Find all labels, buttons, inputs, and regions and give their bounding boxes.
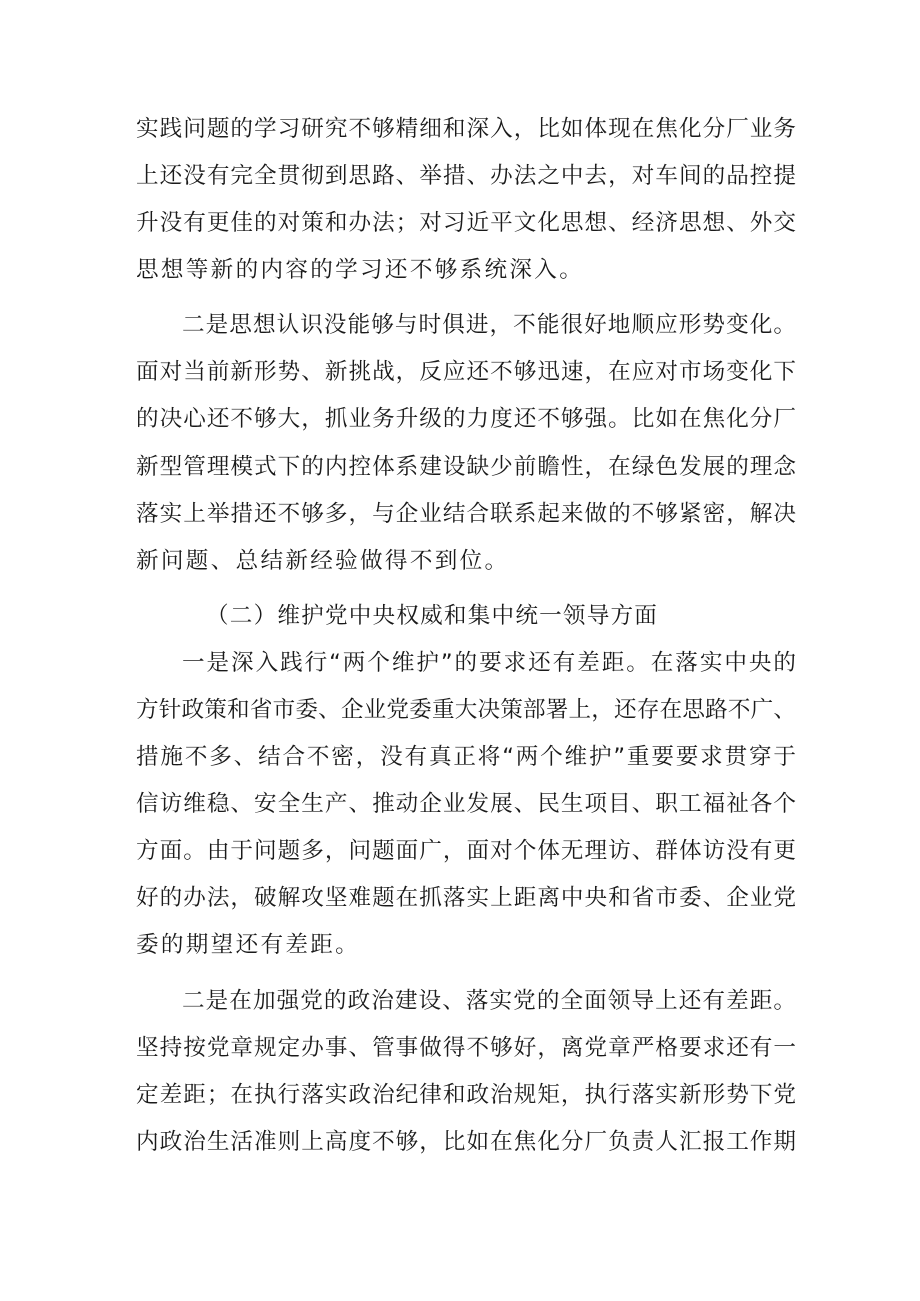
text-line: 的决心还不够大，抓业务升级的力度还不够强。比如在焦化分厂 — [136, 406, 796, 432]
text-line: 方针政策和省市委、企业党委重大决策部署上，还存在思路不广、 — [136, 697, 796, 723]
paragraph-first-line: 二是思想认识没能够与时俱进，不能很好地顺应形势变化。 — [182, 312, 796, 338]
text-line: 坚持按党章规定办事、管事做得不够好，离党章严格要求还有一 — [136, 1035, 796, 1061]
text-line: 上还没有完全贯彻到思路、举措、办法之中去，对车间的品控提 — [136, 163, 796, 189]
paragraph-first-line: 一是深入践行“两个维护”的要求还有差距。在落实中央的 — [182, 650, 796, 676]
text-line: 实践问题的学习研究不够精细和深入，比如体现在焦化分厂业务 — [136, 116, 796, 142]
text-line: 内政治生活准则上高度不够，比如在焦化分厂负责人汇报工作期 — [136, 1129, 796, 1155]
text-line: 落实上举措还不够多，与企业结合联系起来做的不够紧密，解决 — [136, 501, 796, 527]
text-line: 信访维稳、安全生产、推动企业发展、民生项目、职工福祉各个 — [136, 791, 796, 817]
text-line: 好的办法，破解攻坚难题在抓落实上距离中央和省市委、企业党 — [136, 885, 796, 911]
text-line: 升没有更佳的对策和办法；对习近平文化思想、经济思想、外交 — [136, 210, 796, 236]
paragraph-first-line: 二是在加强党的政治建设、落实党的全面领导上还有差距。 — [182, 988, 796, 1014]
text-line: 面对当前新形势、新挑战，反应还不够迅速，在应对市场变化下 — [136, 359, 796, 385]
text-line: 委的期望还有差距。 — [136, 932, 361, 958]
text-line: 措施不多、结合不密，没有真正将“两个维护”重要要求贯穿于 — [136, 744, 796, 770]
text-line: 新型管理模式下的内控体系建设缺少前瞻性，在绿色发展的理念 — [136, 454, 796, 480]
text-line: 思想等新的内容的学习还不够系统深入。 — [136, 257, 585, 283]
text-line: 方面。由于问题多，问题面广，面对个体无理访、群体访没有更 — [136, 838, 796, 864]
text-line: 定差距；在执行落实政治纪律和政治规矩，执行落实新形势下党 — [136, 1082, 796, 1108]
text-line: 新问题、总结新经验做得不到位。 — [136, 548, 510, 574]
section-heading: （二）维护党中央权威和集中统一领导方面 — [206, 603, 659, 629]
